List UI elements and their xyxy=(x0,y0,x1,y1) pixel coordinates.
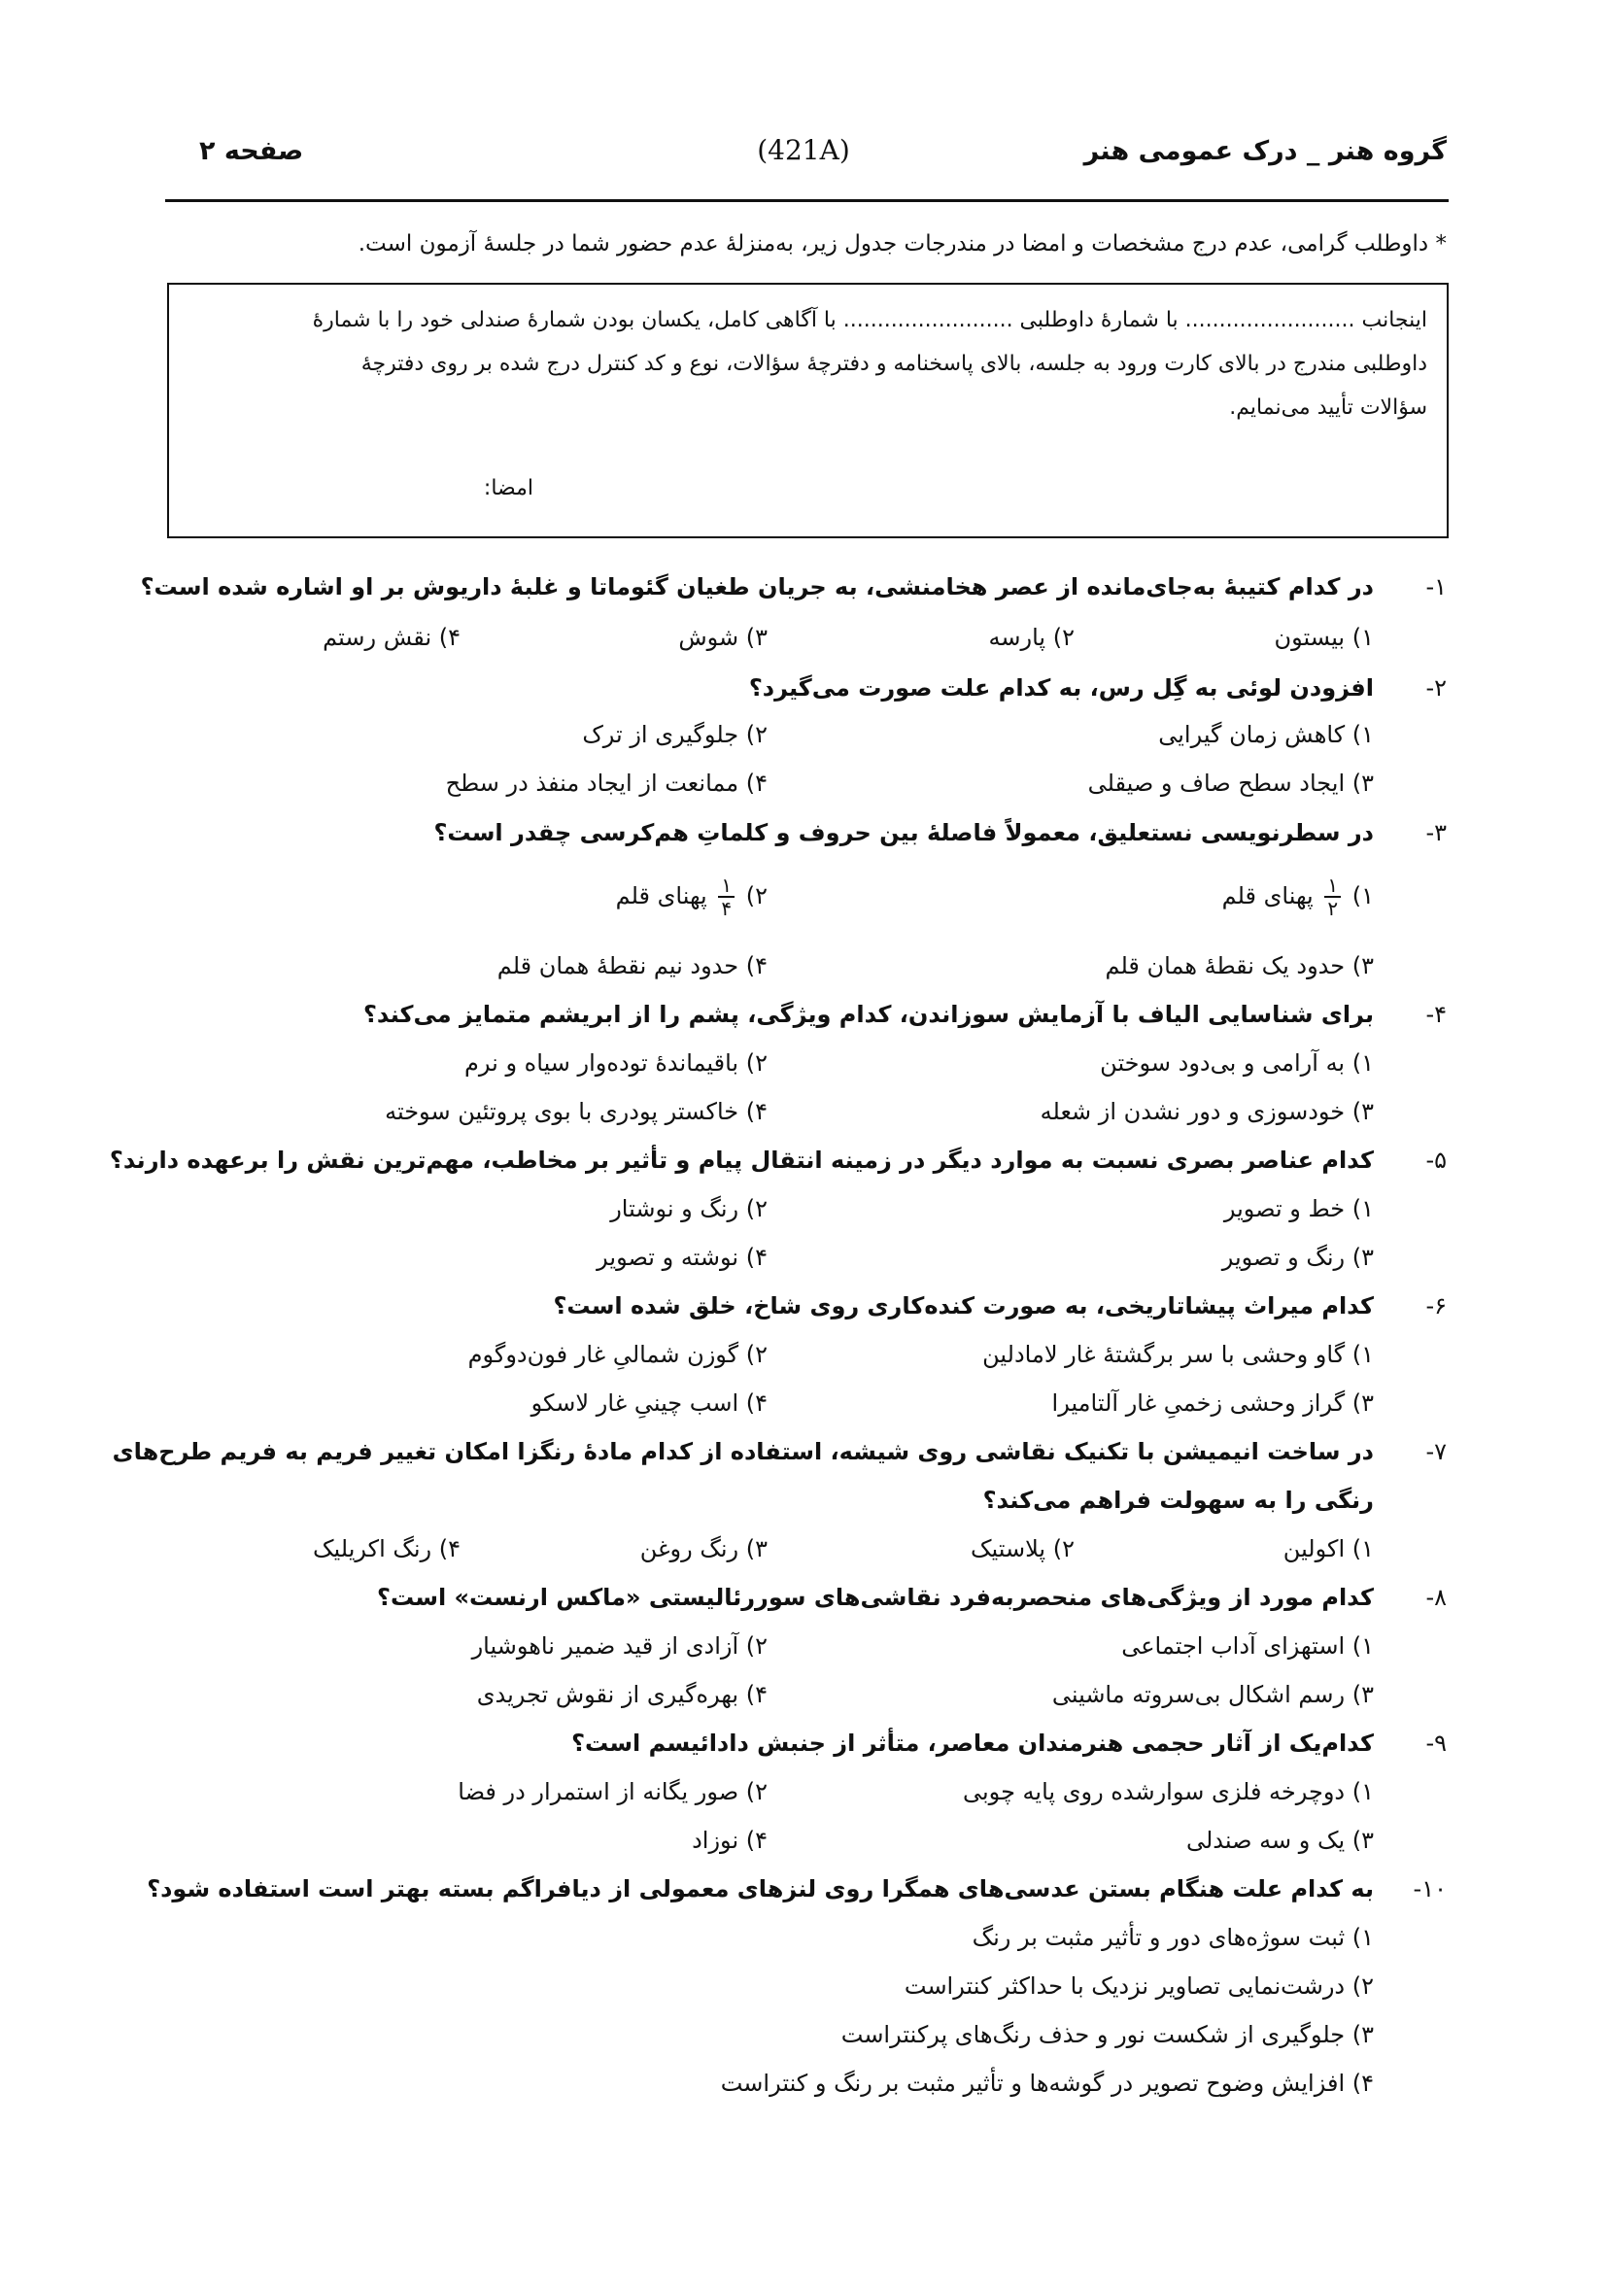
option-4: ۴) نوزاد xyxy=(692,1827,768,1854)
question-text: در سطرنویسی نستعلیق، معمولاً فاصلهٔ بین حروف و کلماتِ هم‌کرسی چقدر است؟ xyxy=(433,819,1374,846)
fraction-one-quarter: $\frac{۱}{۴}$ xyxy=(718,874,735,919)
fraction-one-half: $\frac{۱}{۲}$ xyxy=(1324,874,1341,919)
option-3: ۳) رنگ روغن xyxy=(639,1535,768,1562)
question-number: ۱- xyxy=(1425,573,1447,600)
option-1: ۱) خط و تصویر xyxy=(1223,1195,1374,1222)
option-1: ۱) اکولین xyxy=(1282,1535,1374,1562)
option-3: ۳) شوش xyxy=(678,624,768,651)
question-text: کدام میراث پیشاتاریخی، به صورت کنده‌کاری روی شاخ، خلق شده است؟ xyxy=(553,1292,1374,1319)
option-4: ۴) نقش رستم xyxy=(323,624,461,651)
option-2: ۲) پارسه xyxy=(988,624,1075,651)
question-number: ۵- xyxy=(1425,1147,1447,1174)
option-1: ۱) کاهش زمان گیرایی xyxy=(1158,721,1374,748)
declaration-line-2: داوطلبی مندرج در بالای کارت ورود به جلسه، بالای پاسخنامه و دفترچهٔ سؤالات، نوع و کد کنترل درج شده بر روی دفترچهٔ xyxy=(360,352,1427,376)
header-booklet-code: (421A) xyxy=(757,134,850,166)
option-2: ۲) صور یگانه از استمرار در فضا xyxy=(458,1778,768,1805)
declaration-box xyxy=(167,283,1449,538)
option-4: ۴) خاکستر پودری با بوی پروتئین سوخته xyxy=(385,1098,768,1125)
option-3: ۳) خودسوزی و دور نشدن از شعله xyxy=(1040,1098,1374,1125)
option-4: ۴) اسب چینیِ غار لاسکو xyxy=(530,1389,768,1417)
option-2: ۲) باقیماندهٔ توده‌وار سیاه و نرم xyxy=(464,1049,768,1077)
candidate-notice: * داوطلب گرامی، عدم درج مشخصات و امضا در مندرجات جدول زیر، به‌منزلهٔ عدم حضور شما در جلسهٔ آزمون است. xyxy=(358,231,1447,257)
question-text: در ساخت انیمیشن با تکنیک نقاشی روی شیشه، استفاده از کدام مادهٔ رنگزا امکان تغییر فریم به فریم طرح‌های xyxy=(112,1438,1374,1465)
question-text: افزودن لوئی به گِل رس، به کدام علت صورت می‌گیرد؟ xyxy=(748,674,1374,702)
question-text: به کدام علت هنگام بستن عدسی‌های همگرا روی لنزهای معمولی از دیافراگم بسته بهتر است استفاده شود؟ xyxy=(147,1875,1374,1902)
option-4: ۴) بهره‌گیری از نقوش تجریدی xyxy=(476,1681,768,1708)
option-2: ۲) آزادی از قید ضمیر ناهوشیار xyxy=(471,1632,768,1660)
option-3: ۳) رسم اشکال بی‌سروته ماشینی xyxy=(1051,1681,1374,1708)
question-text: برای شناسایی الیاف با آزمایش سوزاندن، کدام ویژگی، پشم را از ابریشم متمایز می‌کند؟ xyxy=(362,1001,1374,1028)
option-4: ۴) نوشته و تصویر xyxy=(597,1244,768,1271)
question-number: ۳- xyxy=(1425,819,1447,846)
option-3: ۳) گراز وحشی زخمیِ غار آلتامیرا xyxy=(1051,1389,1374,1417)
option-1: ۱) ثبت سوژه‌های دور و تأثیر مثبت بر رنگ xyxy=(972,1924,1374,1951)
option-2: ۲) رنگ و نوشتار xyxy=(610,1195,768,1222)
option-2: ۲) گوزن شمالیِ غار فون‌دوگوم xyxy=(467,1341,768,1368)
option-3: ۳) یک و سه صندلی xyxy=(1185,1827,1374,1854)
option-1: ۱) بیستون xyxy=(1274,624,1374,651)
declaration-line-3: سؤالات تأیید می‌نمایم. xyxy=(1229,395,1427,420)
question-number: ۶- xyxy=(1425,1292,1447,1319)
option-1: ۱) دوچرخه فلزی سوارشده روی پایه چوبی xyxy=(963,1778,1374,1805)
question-number: ۲- xyxy=(1425,674,1447,702)
header-divider xyxy=(165,199,1449,202)
question-text: در کدام کتیبهٔ به‌جای‌مانده از عصر هخامنشی، به جریان طغیان گئوماتا و غلبهٔ داریوش بر او اشاره شده است؟ xyxy=(140,573,1374,600)
signature-label: امضا: xyxy=(483,476,533,500)
option-1: ۱) استهزای آداب اجتماعی xyxy=(1121,1632,1374,1660)
option-3: ۳) جلوگیری از شکست نور و حذف رنگ‌های پرکنتراست xyxy=(840,2021,1374,2048)
declaration-line-1: اینجانب ......................... با شمارهٔ داوطلبی ......................... با آگاهی کامل، یکسان بودن شمارهٔ صندلی خود را با شمارهٔ xyxy=(312,308,1427,332)
header-subject: گروه هنر _ درک عمومی هنر xyxy=(1083,136,1447,166)
question-number: ۹- xyxy=(1425,1730,1447,1757)
question-number: ۸- xyxy=(1425,1584,1447,1611)
question-text: کدام‌یک از آثار حجمی هنرمندان معاصر، متأثر از جنبش دادائیسم است؟ xyxy=(571,1730,1374,1757)
option-1: ۱) به آرامی و بی‌دود سوختن xyxy=(1100,1049,1374,1077)
question-text-continued: رنگی را به سهولت فراهم می‌کند؟ xyxy=(982,1487,1374,1514)
option-3: ۳) ایجاد سطح صاف و صیقلی xyxy=(1087,770,1374,797)
question-number: ۴- xyxy=(1425,1001,1447,1028)
option-2: ۲) جلوگیری از ترک xyxy=(582,721,768,748)
option-2: ۲) $\frac{۱}{۴}$ پهنای قلم xyxy=(615,874,768,920)
option-4: ۴) حدود نیم نقطهٔ همان قلم xyxy=(496,952,768,979)
question-number: ۷- xyxy=(1425,1438,1447,1465)
option-2: ۲) درشت‌نمایی تصاویر نزدیک با حداکثر کنتراست xyxy=(904,1972,1374,2000)
question-text: کدام مورد از ویژگی‌های منحصربه‌فرد نقاشی‌های سوررئالیستی «ماکس ارنست» است؟ xyxy=(377,1584,1374,1611)
option-2: ۲) پلاستیک xyxy=(971,1535,1075,1562)
header-page-number: صفحه ۲ xyxy=(199,136,304,166)
option-3: ۳) حدود یک نقطهٔ همان قلم xyxy=(1105,952,1374,979)
question-number: ۱۰- xyxy=(1413,1875,1447,1902)
option-1: ۱) $\frac{۱}{۲}$ پهنای قلم xyxy=(1221,874,1374,920)
option-4: ۴) ممانعت از ایجاد منفذ در سطح xyxy=(445,770,768,797)
option-1: ۱) گاو وحشی با سر برگشتهٔ غار لامادلین xyxy=(982,1341,1374,1368)
option-4: ۴) افزایش وضوح تصویر در گوشه‌ها و تأثیر مثبت بر رنگ و کنتراست xyxy=(720,2070,1374,2097)
question-text: کدام عناصر بصری نسبت به موارد دیگر در زمینه انتقال پیام و تأثیر بر مخاطب، مهم‌ترین نقش را برعهده دارند؟ xyxy=(109,1147,1374,1174)
option-3: ۳) رنگ و تصویر xyxy=(1221,1244,1374,1271)
option-4: ۴) رنگ اکریلیک xyxy=(313,1535,461,1562)
